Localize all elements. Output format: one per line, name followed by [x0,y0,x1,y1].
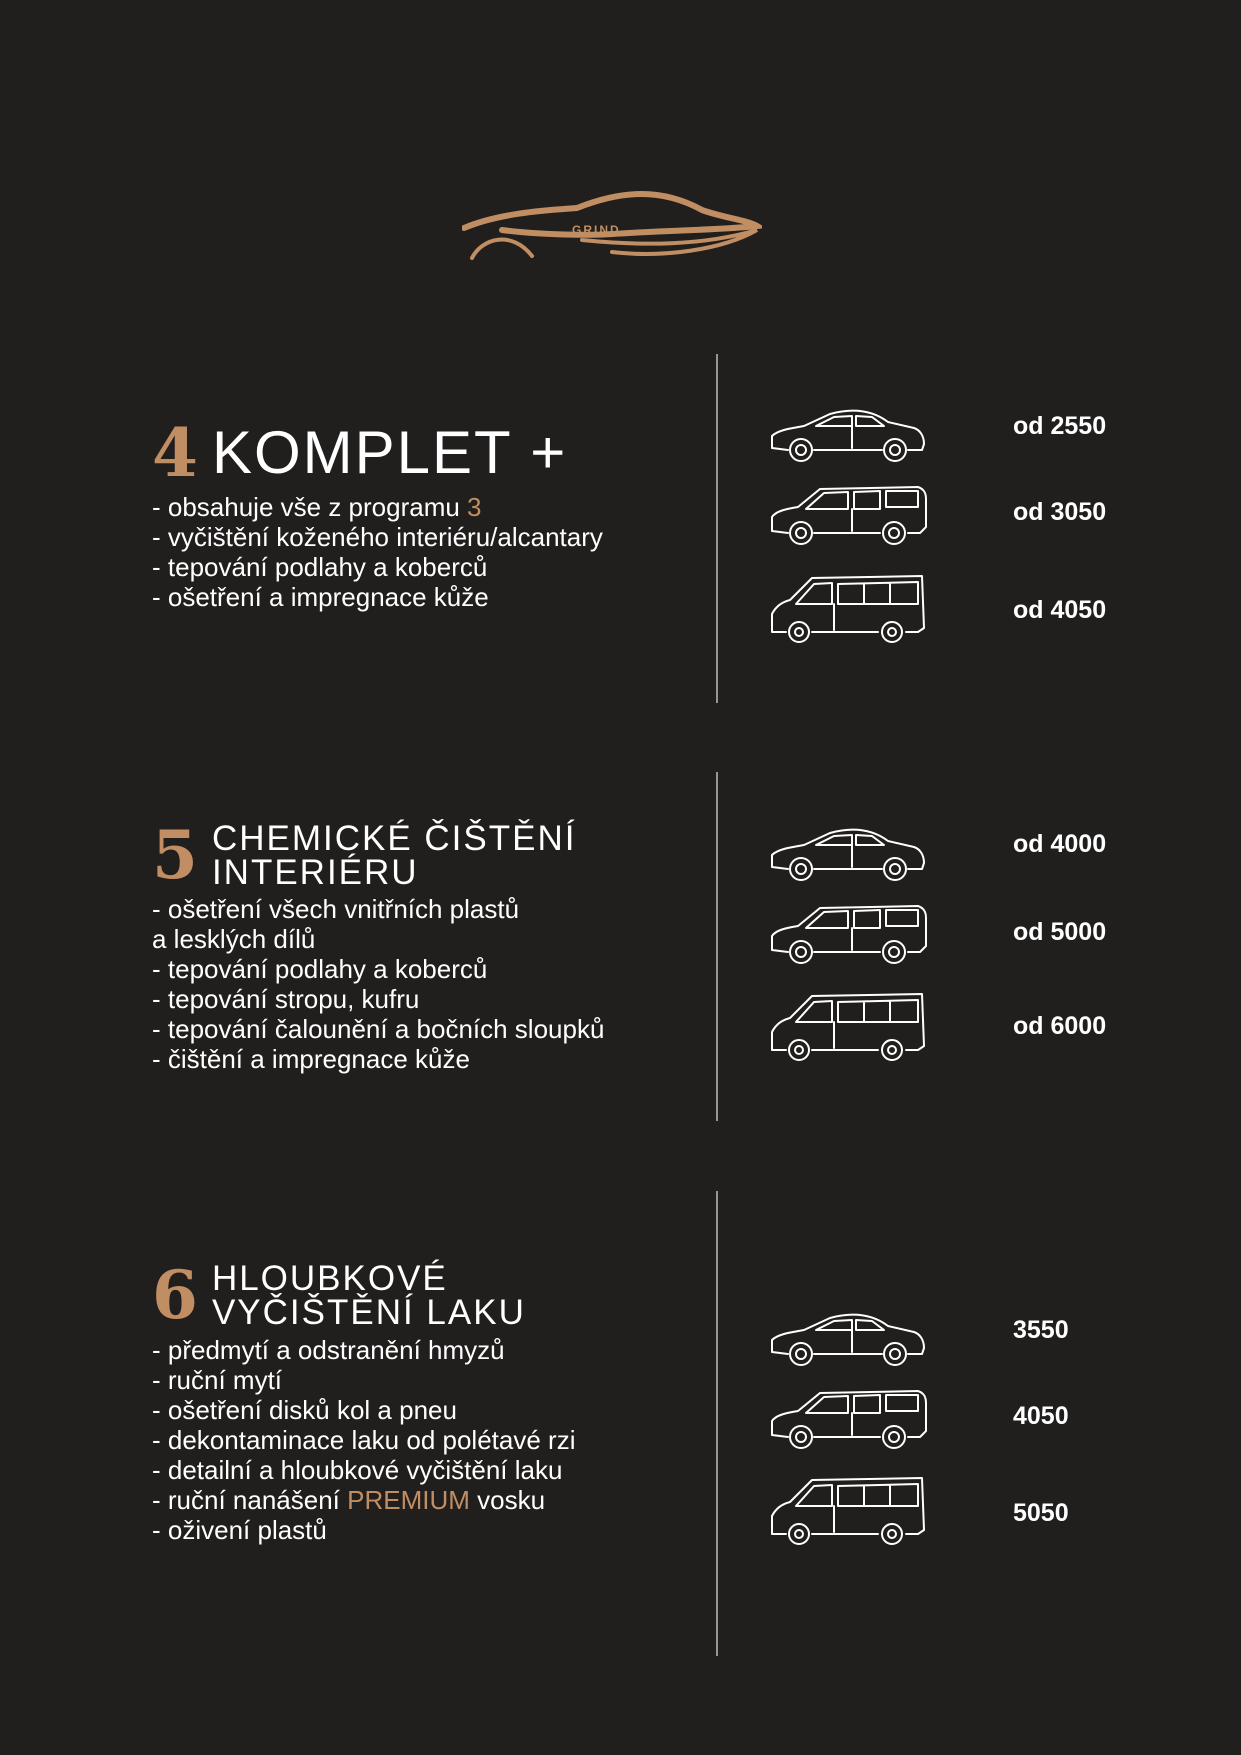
section-number: 6 [152,1256,198,1334]
price-mpv: 4050 [1013,1402,1069,1430]
logo-text: GRIND [572,223,621,237]
list-item: a lesklých dílů [152,924,316,954]
list-item: - ošetření všech vnitřních plastů [152,894,520,924]
price-van: 5050 [1013,1499,1069,1527]
section-divider [716,354,718,703]
van-icon [768,990,928,1066]
price-sedan: od 2550 [1013,412,1107,440]
sedan-icon [768,815,928,891]
section-title [152,414,568,492]
section-heading: HLOUBKOVÉ VYČIŠTĚNÍ LAKU [211,1259,526,1332]
sedan-icon [768,396,928,472]
section-title [152,816,577,894]
feature-list [152,492,603,612]
section-divider [716,772,718,1121]
list-item: - ošetření disků kol a pneu [152,1395,457,1425]
mpv-icon [768,1380,928,1456]
car-silhouette-logo [462,190,762,270]
section-number: 5 [152,816,198,894]
section-number: 4 [152,414,198,492]
section-heading: CHEMICKÉ ČIŠTĚNÍ INTERIÉRU [211,819,577,892]
van-icon [768,572,928,648]
list-item: - tepování podlahy a koberců [152,552,488,582]
sedan-icon [768,1300,928,1376]
list-item: - oživení plastů [152,1515,327,1545]
price-van: od 6000 [1013,1012,1107,1040]
list-item: - čištění a impregnace kůže [152,1044,470,1074]
list-item: - vyčištění koženého interiéru/alcantary [152,522,603,552]
list-item: - detailní a hloubkové vyčištění laku [152,1455,563,1485]
list-item: - tepování čalounění a bočních sloupků [152,1014,605,1044]
price-van: od 4050 [1013,596,1107,624]
section-title [152,1256,526,1334]
list-item: - ruční mytí [152,1365,283,1395]
price-mpv: od 3050 [1013,498,1107,526]
list-item: - ošetření a impregnace kůže [152,582,489,612]
list-item: - ruční nanášení PREMIUM vosku [152,1485,546,1515]
price-sedan: od 4000 [1013,830,1107,858]
section-divider [716,1191,718,1656]
list-item: - tepování stropu, kufru [152,984,420,1014]
van-icon [768,1474,928,1550]
list-item: - předmytí a odstranění hmyzů [152,1335,505,1365]
feature-list [152,894,604,1074]
price-sedan: 3550 [1013,1316,1069,1344]
section-heading: KOMPLET + [211,419,568,486]
mpv-icon [768,476,928,552]
feature-list [152,1335,575,1545]
price-mpv: od 5000 [1013,918,1107,946]
mpv-icon [768,895,928,971]
list-item: - tepování podlahy a koberců [152,954,488,984]
list-item: - obsahuje vše z programu 3 [152,492,482,522]
list-item: - dekontaminace laku od polétavé rzi [152,1425,576,1455]
